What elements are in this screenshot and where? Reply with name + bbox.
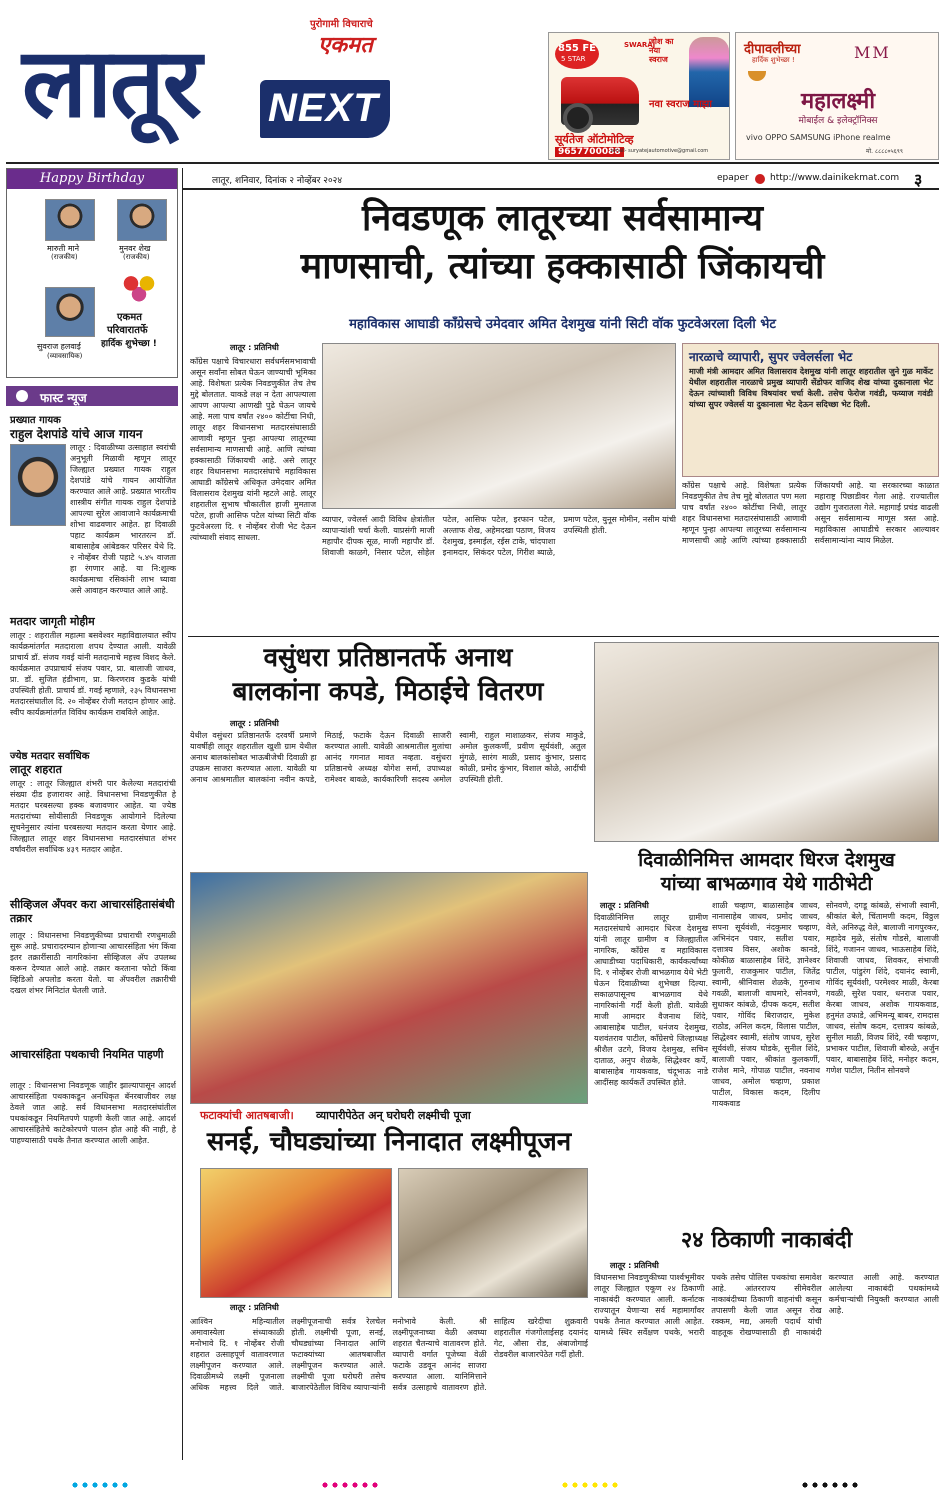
fast-news-photo-1 — [10, 444, 66, 526]
dhiraj-headline-2: यांच्या बाभळगाव येथे गाठीभेटी — [660, 873, 873, 895]
masthead-brand: एकमत — [318, 32, 373, 58]
fast-news-title-4: सीव्हिजल अँपवर करा आचारसंहितासंबंधी तक्रार — [10, 898, 175, 925]
nakabandi-headline: २४ ठिकाणी नाकाबंदी — [680, 1227, 853, 1253]
register-dots-3 — [560, 1480, 620, 1490]
puja-photo-2 — [398, 1168, 588, 1298]
tractor-dealer: सूर्यतेज ऑटोमोटिव्ह — [555, 133, 634, 146]
print-register-marks — [0, 1478, 945, 1492]
birthday-name-1: मारुती माने — [47, 244, 80, 253]
fast-news-body-2: लातूर : शहरातील महात्मा बसवेश्वर महाविद्यालयात स्वीप कार्यक्रमांतर्गत मतदाराला शपथ देण्यात आली. यावेळी प्राचार्य डॉ. संजय गवई यांनी मतदानाचे महत्त्व विशद केले. कार्यक्रमात उपप्राचार्य संजय पवार, प्रा. बालाजी जाधव, प्रा. डॉ. सुजित हंडीभाग, प्रा. किरणराव कुडके यांची उपस्थिती होती. प्राचार्य डॉ. गवई म्हणाले, २३५ विधानसभा मतदारसंघातील दि. २० नोव्हेंबर रोजी मतदान होणार आहे. स्वीप कार्यक्रमांतर्गत विविध कार्यक्रम राबविले आहेत. — [10, 631, 176, 717]
tractor-slogan: नवा स्वराज माझा — [649, 99, 712, 110]
fast-news-title-2: मतदार जागृती मोहीम — [10, 615, 95, 628]
lead-headline-2: माणसाची, त्यांच्या हक्कासाठी जिंकायची — [300, 245, 825, 287]
dhiraj-names-2: सोनवणे, दगडू कांबळे, संभाजी स्वामी, श्रीकांत बेले, चिंतामणी कदम, विठ्ठल वेले, अनिरुद्ध वेले, बालाजी नागपुरकर, महादेव मुळे, संतोष गोडसे, बालाजी शिंदे, गजानन जाधव, भाऊसाहेब शिंदे, शिवाजी जाधव, शिवकर, संभाजी पाटील, पांडुरंग शिंदे, दयानंद स्वामी, गोविंद सूर्यवंशी, परमेश्वर माळी, केरबा गवळी, सुरेश पवार, धनराज पवार, केरबा जाधव, अशोक गायकवाड, हनुमंत उफाडे, अभिमन्यू बाबर, रामदास जाधव, संतोष कदम, दत्तात्रय कांबळे, सुनील माळी, विजय शिंदे, रवी चव्हाण, प्रभाकर पाटील, शिवाजी बोरुळे, अर्जुन पवार, बाबासाहेब शिंदे, मनोहर कदम, गणेश पाटील, नितीन सोनवणे — [826, 901, 939, 1075]
birthday-wish-brand: एकमत — [117, 312, 142, 323]
birthday-role-1: (राजकीय) — [51, 253, 78, 261]
register-dots-4 — [800, 1480, 860, 1490]
masthead-next-logo — [260, 80, 390, 138]
left-column-divider — [182, 168, 183, 1460]
fatake-headline: सनई, चौघड्यांच्या निनादात लक्ष्मीपूजन — [206, 1127, 572, 1157]
birthday-role-3: (व्यावसायिक) — [47, 352, 83, 360]
fast-news-body-5: लातूर : विधानसभा निवडणूक जाहीर झाल्यापासून आदर्श आचारसंहिता पथकाकडून अनधिकृत बॅनरबाजीवर लक्ष ठेवले जात आहे. सर्व विधानसभा मतदारसंघांतील पथकांकडून नियमितपणे पाहणी केली जात आहे. आदर्श आचारसंहितेचे काटेकोरपणे पालन होत आहे की नाही, हे पाहण्यासाठी पथके तैनात करण्यात आली आहेत. — [10, 1081, 176, 1145]
tractor-brand-logo: SWARAJ — [624, 41, 656, 49]
fast-news-body-4: लातूर : विधानसभा निवडणुकीच्या प्रचाराची रणधुमाळी सुरू आहे. प्रचारादरम्यान होणाऱ्या आचारसंहिता भंग किंवा इतर तक्रारींसाठी नागरिकांना सीव्हिजल ॲप उपलब्ध करून देण्यात आले आहे. तक्रार करताना फोटो किंवा व्हिडिओ अपलोड करता येतो. या ॲपवरील तक्रारीची दखल शंभर मिनिटांत घेतली जाते. — [10, 931, 176, 995]
register-dots-1 — [70, 1480, 130, 1490]
fatake-body: आश्विन महिन्यातील अमावास्येला संध्याकाळी मनोभावे दि. १ नोव्हेंबर रोजी शहरात उत्साहपूर्ण वातावरणात लक्ष्मीपूजन करण्यात आले. दिवाळीमध्ये लक्ष्मी पूजनाला अधिक महत्त्व दिले जाते. लक्ष्मीपूजनाची सर्वत्र रेलचेल होती. लक्ष्मीची पूजा, सनई, चौघड्यांच्या निनादात आणि फटाक्यांच्या आतषबाजीत लक्ष्मीपूजन करण्यात आले. लक्ष्मीची पूजा घरोघरी तसेच बाजारपेठेतील विविध व्यापाऱ्यांनी मनोभावे केली. श्री लक्ष्मीपूजनाच्या वेळी अवघ्या शहरात चैतन्याचे वातावरण होते. व्यापारी वर्गात पूजेच्या वेळी फटाके उडवून आनंद साजरा करण्यात आला. यानिमित्ताने सर्वत्र उत्साहाचे वातावरण होते. साहित्य खरेदीचा शुक्रवारी शहरातील गंजगोलाईसह दयानंद गेट, औसा रोड, अंबाजोगाई रोडवरील बाजारपेठेत गर्दी होती. — [190, 1317, 588, 1392]
fatake-byline: लातूर : प्रतिनिधी — [230, 1303, 279, 1312]
tractor-phone: 9657700088 — [555, 147, 624, 157]
jewel-greeting: दीपावलीच्या — [744, 42, 801, 57]
masthead-tagline: पुरोगामी विचाराचे — [310, 19, 373, 30]
globe-icon — [755, 174, 765, 184]
lead-sidebar-body: काँग्रेस पक्षाचे आहे. विशेषतः प्रत्येक निवडणुकीत तेच तेच मुद्दे बोलतात पण मला पाच वर्षांत २४०० कोटींचा निधी, लातूर शहर विधानसभा मतदारसंघासाठी आणावी म्हणून पुन्हा आपल्या लातूरच्या सर्वसामान्य माणसाची आहे आणि त्यांच्या हक्कासाठी जिंकायची आहे. या सरकारच्या काळात महाराष्ट्र पिछाडीवर गेला आहे. राज्यातील उद्योग गुजरातला गेले. महागाई प्रचंड वाढली असून सर्वसामान्य माणूस त्रस्त आहे. महाविकास आघाडीचे सरकार आल्यावर सर्वसामान्यांना न्याय मिळेल. — [682, 481, 939, 545]
fast-news-title: फास्ट न्यूज — [40, 391, 87, 405]
vasundhara-body: येथील वसुंधरा प्रतिष्ठानतर्फे दरवर्षी प्रमाणे यावर्षीही लातूर शहरातील खुशी ग्राम येथील अनाथ बालकांसोबत भाऊबीजेची दिवाळी हा उपक्रम साजरा करण्यात आला. यावेळी या अनाथ आश्रमातील बालकांना नवीन कपडे, मिठाई, फटाके देऊन दिवाळी साजरी करण्यात आली. यावेळी आश्रमातील मुलांचा आनंद गगनात मावत नव्हता. वसुंधरा प्रतिष्ठानचे अध्यक्ष योगेश सर्मा, उपाध्यक्ष रामेश्वर बावळे, कार्यकारिणी सदस्य अमोल स्वामी, राहुल माशाळकर, संजय माकुडे, अमोल कुलकर्णी, प्रवीण सूर्यवंशी, अतुल मुंगळे, सारंग माळी, प्रसाद कुंभार, प्रसाद कोळी, प्रमोद कुंभार, विशाल कोळे, आदींची उपस्थिती होती. — [190, 731, 586, 784]
birthday-role-2: (राजकीय) — [123, 253, 150, 261]
puja-photo-1 — [200, 1168, 392, 1298]
birthday-photo-1 — [45, 199, 95, 241]
lead-body-photo-caption: व्यापार, ज्वेलर्स आदी विविध क्षेत्रांतील व्यापाऱ्यांशी चर्चा केली. याप्रसंगी माजी महापौर दीपक सूळ, माजी महापौर डॉ. शिवाजी काळगे, निसार पटेल, सोहेल पटेल, आसिफ पटेल, इरफान पटेल, अल्ताफ शेख, अहेमदखा पठाण, विजय देशमुख, इस्माईल, रईस टाके, चांदपाशा इनामदार, सिकंदर पटेल, गिरीश ब्याळे, प्रमाण पटेल, युनूस मोमीन, नसीम यांची उपस्थिती होती. — [322, 515, 676, 557]
birthday-wish-line1: परिवारातर्फे — [107, 325, 148, 336]
dateline-strip — [182, 168, 939, 190]
dhiraj-names: शाळी चव्हाण, बाळासाहेब जाधव, नानासाहेब जाधव, प्रमोद जाधव, सपना सूर्यवंशी, नंदकुमार चव्हाण, अभिनंदन पवार, सतीश पवार, दत्तात्रय विसर, अशोक कानडे, कोकीळ बाळासाहेब शिंदे, ज्ञानेश्वर फुलारी, राजकुमार पाटील, जितेंद्र स्वामी, श्रीनिवास शेळके, गुरुनाथ गवळी, बालाजी वाघमारे, सोनवणे, सुधाकर कांबळे, दीपक कदम, सतीश पवार, गोविंद बिराजदार, मुकेश राठोड, अनिल कदम, विलास पाटील, सिद्धेश्वर स्वामी, संतोष जाधव, सुरेश सूर्यवंशी, संजय घोडके, सुनील शिंदे, बालाजी पवार, श्रीकांत कुलकर्णी, राजेश माने, गोपाळ पाटील, नवनाथ जाधव, अमोल चव्हाण, प्रकाश पाटील, विकास कदम, दिलीप गायकवाड — [712, 901, 820, 1108]
masthead-divider — [6, 162, 939, 164]
lead-byline: लातूर : प्रतिनिधी — [230, 343, 279, 352]
masthead-city: लातूर — [22, 26, 200, 139]
tractor-ad — [548, 32, 730, 160]
jewel-mobile: मो. ८८८८०५६९९ — [866, 148, 904, 155]
dhiraj-headline-1: दिवाळीनिमित्त आमदार धिरज देशमुख — [638, 849, 895, 871]
lead-bottom-rule — [188, 636, 939, 637]
bouquet-icon — [119, 269, 159, 305]
lead-sidebar-intro: माजी मंत्री आमदार अमित विलासराव देशमुख यांनी लातूर शहरातील जुने गुळ मार्केट येथील शहरातील नारळाचे प्रमुख व्यापारी सेंडोफर वाजिद शेख यांच्या दुकानाला भेट देऊन त्यांच्याशी विविध विषयांवर चर्चा केली. तसेच फेरोज गवंडी, फय्याज गवंडी यांच्या सुपर ज्वेलर्स या दुकानाला भेट देऊन सदिच्छा भेट दिली. — [689, 367, 933, 409]
jewel-wish: हार्दिक शुभेच्छा ! — [752, 56, 795, 64]
birthday-photo-3 — [45, 287, 95, 337]
tractor-rating: 5 STAR — [561, 55, 586, 63]
tractor-email: email- suryatejautomotive@gmail.com — [611, 148, 709, 154]
nakabandi-byline: लातूर : प्रतिनिधी — [610, 1261, 659, 1270]
fatake-label: फटाक्यांची आतषबाजी। — [200, 1109, 294, 1122]
masthead-next: NEXT — [268, 86, 379, 130]
bullet-icon — [16, 390, 28, 402]
fast-news-title-5: आचारसंहिता पथकाची नियमित पाहणी — [10, 1048, 164, 1061]
jewel-lamp-icon — [748, 71, 766, 81]
tractor-banner: जोश का नया स्वराज — [649, 37, 674, 64]
vasundhara-headline-2: बालकांना कपडे, मिठाईचे वितरण — [232, 677, 544, 707]
fast-news-body-1b — [10, 528, 176, 608]
jewel-subtitle: मोबाईल & इलेक्ट्रॉनिक्स — [798, 116, 878, 126]
page-number: ३ — [914, 170, 923, 189]
vasundhara-headline-1: वसुंधरा प्रतिष्ठानतर्फे अनाथ — [263, 643, 513, 673]
birthday-name-2: मुनवर शेख — [119, 244, 151, 253]
fast-news-title-3: लातूर शहरात — [10, 763, 62, 776]
dhiraj-byline: लातूर : प्रतिनिधी — [600, 901, 649, 910]
lead-sidebar-title: नारळाचे व्यापारी, सुपर ज्वेलर्सला भेट — [689, 350, 853, 364]
tractor-person — [689, 37, 729, 107]
lead-body-left: काँग्रेस पक्षाचे विचारधारा सर्वधर्मसमभावाची असून सर्वांना सोबत घेऊन जाण्याची भूमिका आहे. विशेषतः प्रत्येक निवडणुकीत तेच तेच मुद्दे बोलतात. याकडे लक्ष न देता आपल्याला आपण आपल्या आणखी पुढे घेऊन जायचे आहे. मला पाच वर्षांत २४०० कोटींचा निधी, लातूर शहर विधानसभा मतदारसंघासाठी आणावी म्हणून पुन्हा आपल्या लातूरच्या सर्वसामान्य माणसाची आहे. आणि त्यांच्या हक्कासाठी जिंकायची आहे. असे लातूर शहर विधानसभा मतदारसंघाचे महाविकास आघाडी काँग्रेसचे अधिकृत उमेदवार अमित विलासराव देशमुख यांनी म्हटले आहे. लातूर शहरातील सुभाष चौकातील हाजी मुमताज पटेल, हाजी आसिफ पटेल यांच्या सिटी वॉक फुटवेअरला दि. १ नोव्हेंबर रोजी भेट देऊन त्यांच्याशी संवाद साधला. — [190, 357, 316, 542]
jewel-name: महालक्ष्मी — [800, 89, 876, 114]
fatake-kicker: व्यापारीपेठेत अन् घरोघरी लक्ष्मीची पूजा — [316, 1109, 471, 1122]
fast-news-header — [6, 386, 178, 406]
lead-headline-1: निवडणूक लातूरच्या सर्वसामान्य — [361, 197, 764, 239]
dhiraj-body: दिवाळीनिमित्त लातूर ग्रामीण मतदारसंघाचे आमदार धिरज देशमुख यांनी लातूर ग्रामीण व जिल्ह्यातील नागरिक, काँग्रेस व महाविकास आघाडीच्या पदाधिकारी, कार्यकर्त्यांच्या दि. १ नोव्हेंबर रोजी बाभळगाव येथे भेटी घेऊन दिवाळीच्या शुभेच्छा दिल्या. सकाळपासूनच बाभळगाव येथे नागरिकांनी गर्दी केली होती. यावेळी माजी आमदार वैजनाथ शिंदे, आबासाहेब पाटील, धनंजय देशमुख, यशवंतराव पाटील, काँग्रेसचे जिल्हाध्यक्ष श्रीशैल उटगे, विजय देशमुख, सचिन दाताळ, अनुप शेळके, सिद्धेश्वर कर्पे, बाबासाहेब गायकवाड, चंदूभाऊ नाडे आदींसह कार्यकर्ते उपस्थित होते. — [594, 913, 708, 1087]
fast-news-body-1: लातूर : दिवाळीच्या उत्साहात स्वरांची अनुभूती मिळावी म्हणून लातूर जिल्ह्यात प्रख्यात गायक राहुल देशपांडे यांचे गायन आयोजित करण्यात आले आहे. प्रख्यात भारतीय शास्त्रीय संगीत गायक राहुल देशपांडे आपल्या सुरेल आवाजाने कार्यक्रमाची शोभा वाढवणार आहेत. हा दिवाळी पहाट कार्यक्रम भारतरत्न डॉ. बाबासाहेब आंबेडकर परिसर येथे दि. २ नोव्हेंबर रोजी पहाटे ५.४५ वाजता हा रंगणार आहे. या नि:शुल्क कार्यक्रमाचा रसिकांनी लाभ घ्यावा असे आवाहन करण्यात आले आहे. — [70, 443, 176, 595]
birthday-box — [6, 168, 178, 378]
tractor-model: 855 FE — [558, 43, 597, 54]
lead-subheadline: महाविकास आघाडी काँग्रेसचे उमेदवार अमित देशमुख यांनी सिटी वॉक फुटवेअरला दिली भेट — [349, 317, 776, 332]
tractor-wheel-icon — [563, 103, 593, 133]
jewel-brands: vivo OPPO SAMSUNG iPhone realme — [746, 133, 891, 142]
vasundhara-photo-kids — [190, 872, 588, 1104]
fast-news-body-3: लातूर : लातूर जिल्ह्यात शंभरी पार केलेल्या मतदारांची संख्या दीड हजारावर आहे. विधानसभा निवडणुकीत हे मतदार घरबसल्या हक्क बजावणार आहेत. या ज्येष्ठ मतदारांच्या सोयीसाठी निवडणूक आयोगाने दिलेल्या सूचनेनुसार त्यांना घरबसल्या मतदान करता येणार आहे. जिल्ह्यात लातूर शहर विधानसभा मतदारसंघात शंभर वर्षांवरील सर्वाधिक ४३९ मतदार आहेत. — [10, 779, 176, 854]
birthday-photo-2 — [117, 199, 167, 241]
epaper-url[interactable]: http://www.dainikekmat.com — [770, 173, 900, 183]
dateline: लातूर, शनिवार, दिनांक २ नोव्हेंबर २०२४ — [212, 176, 343, 186]
fast-news-kicker-3: ज्येष्ठ मतदार सर्वाधिक — [10, 751, 90, 762]
register-dots-2 — [320, 1480, 380, 1490]
fast-news-title-1: राहुल देशपांडे यांचे आज गायन — [10, 427, 143, 441]
lead-photo — [322, 343, 676, 509]
vasundhara-byline: लातूर : प्रतिनिधी — [230, 719, 279, 728]
birthday-name-3: सुवराज हलवाई — [37, 342, 81, 351]
epaper-label: epaper — [717, 173, 749, 183]
vasundhara-photo-right — [594, 642, 939, 842]
birthday-wish-line2: हार्दिक शुभेच्छा ! — [101, 339, 157, 349]
fast-news-kicker-1: प्रख्यात गायक — [10, 415, 61, 426]
lead-sidebar — [682, 343, 939, 477]
nakabandi-body: विधानसभा निवडणुकीच्या पार्श्वभूमीवर लातूर जिल्ह्यात एकूण २४ ठिकाणी नाकाबंदी करण्यात आली. कर्नाटक राज्यातून येणाऱ्या सर्व महामार्गांवर पथके तैनात करण्यात आली आहेत. यामध्ये स्थिर सर्वेक्षण पथके, भरारी पथके तसेच पोलिस पथकांचा समावेश आहे. आंतरराज्य सीमेवरील नाकाबंदीच्या ठिकाणी वाहनांची कसून तपासणी केली जात असून रोख रक्कम, मद्य, अमली पदार्थ यांची वाहतूक रोखण्यासाठी ही नाकाबंदी करण्यात आली आहे. करण्यात आलेल्या नाकाबंदी पथकांमध्ये कर्मचाऱ्यांची नियुक्ती करण्यात आली आहे. — [594, 1273, 939, 1337]
jewel-ad — [735, 32, 939, 160]
jewel-logo: MM — [854, 43, 891, 62]
birthday-header: Happy Birthday — [7, 169, 177, 189]
